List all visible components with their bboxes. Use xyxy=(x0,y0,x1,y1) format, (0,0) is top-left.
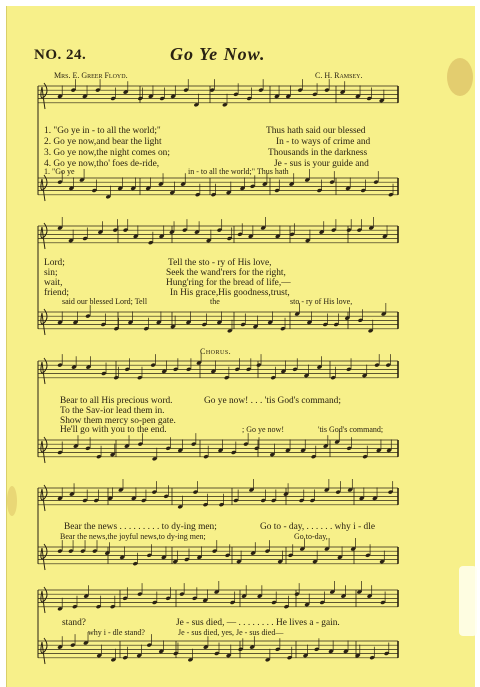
bass-lyric: Go to-day, xyxy=(294,532,328,541)
bass-lyric: ; Go ye now! xyxy=(242,425,284,434)
chorus-line: Je - sus died, — . . . . . . . . He lives a - gain. xyxy=(176,618,340,628)
composer-credit: C. H. Ramsey. xyxy=(315,71,363,80)
verse-3-line: Show them mercy so-pen gate. xyxy=(60,416,176,426)
bass-lyric: Je - sus died, yes, Je - sus died— xyxy=(178,628,284,637)
verse-2-line: In - to ways of crime and xyxy=(276,137,371,147)
verse-1-line: Bear to all His precious word. xyxy=(60,396,173,406)
bass-lyric: said our blessed Lord; Tell xyxy=(62,297,148,306)
verse-2-line: sin; xyxy=(44,268,58,278)
verse-3-line: 3. Go ye now,the night comes on; xyxy=(44,148,170,158)
chorus-line: Bear the news . . . . . . . . . to dy-ing men; xyxy=(64,522,217,532)
verse-1-line: Tell the sto - ry of His love, xyxy=(168,258,272,268)
verse-1-line: Lord; xyxy=(44,258,65,268)
verse-3-line: wait, xyxy=(44,278,63,288)
verse-2-line: 2. Go ye now,and bear the light xyxy=(44,137,162,147)
lyricist-credit: Mrs. E. Greer Floyd. xyxy=(54,71,128,80)
bass-lyric: 'tis God's command; xyxy=(318,425,384,434)
hymn-title: Go Ye Now. xyxy=(170,44,266,64)
chorus-line: stand? xyxy=(62,618,86,628)
verse-2-line: To the Sav-ior lead them in. xyxy=(60,406,165,416)
verse-4-line: He'll go with you to the end. xyxy=(60,425,167,435)
bass-lyric: why i - dle stand? xyxy=(88,628,145,637)
bass-lyric: 1. "Go ye xyxy=(44,167,75,176)
verse-1-line: Go ye now! . . . 'tis God's command; xyxy=(204,396,341,406)
bass-lyric: Bear the news,the joyful news,to dy-ing men; xyxy=(60,532,206,541)
verse-4-line: Je - sus is your guide and xyxy=(274,159,369,169)
verse-4-line: friend; xyxy=(44,288,69,298)
verse-2-line: Seek the wand'rers for the right, xyxy=(166,268,286,278)
bass-lyric: the xyxy=(210,297,220,306)
bass-lyric: sto - ry of His love, xyxy=(290,297,353,306)
verse-1-line: 1. "Go ye in - to all the world;" xyxy=(44,126,161,136)
verse-3-line: Hung'ring for the bread of life,— xyxy=(166,278,291,288)
verse-3-line: Thousands in the darkness xyxy=(268,148,368,158)
chorus-label: Chorus. xyxy=(200,347,232,356)
hymn-number: NO. 24. xyxy=(34,47,87,63)
verse-4-line: 4. Go ye now,tho' foes de-ride, xyxy=(44,159,160,169)
bass-lyric: in - to all the world;" Thus hath xyxy=(188,167,289,176)
verse-1-line: Thus hath said our blessed xyxy=(266,126,366,136)
verse-4-line: In His grace,His goodness,trust, xyxy=(170,288,290,298)
chorus-line: Go to - day, . . . . . . why i - dle xyxy=(260,522,375,532)
